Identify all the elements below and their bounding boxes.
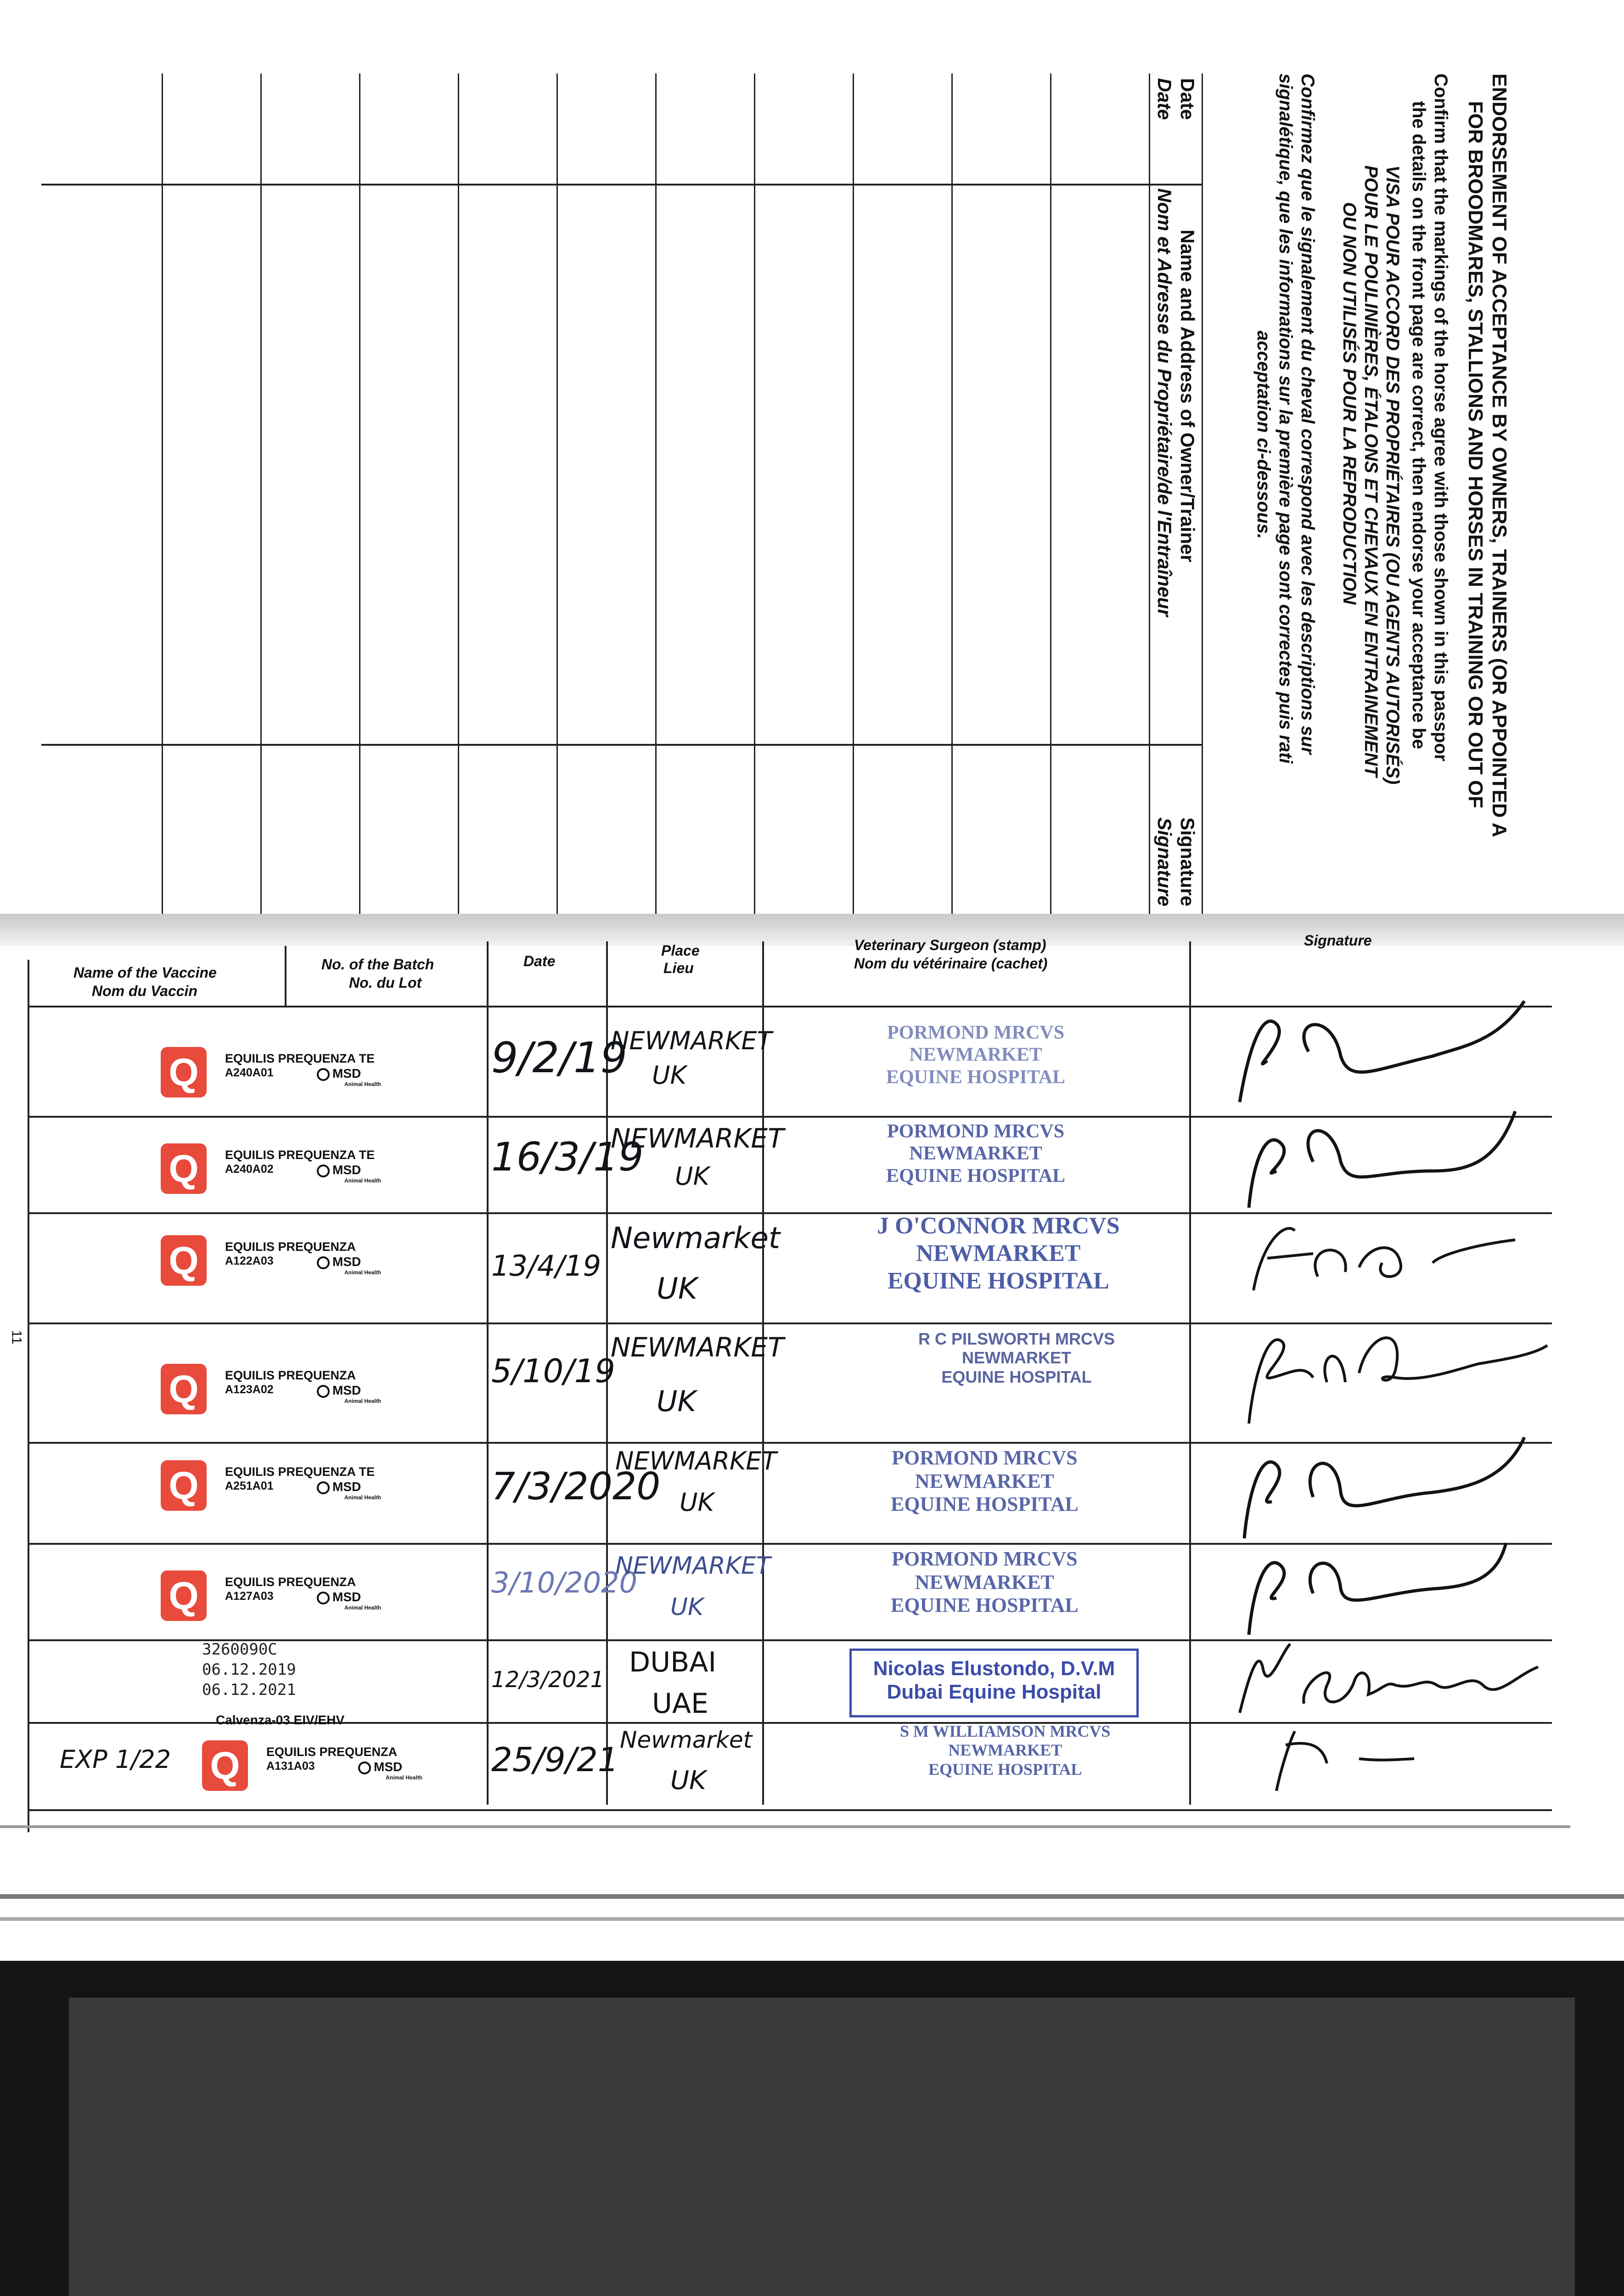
q-logo-icon: Q (161, 1570, 207, 1621)
vaccine-sticker (193, 1731, 455, 1800)
vaccine-row (28, 1722, 1552, 1809)
batch-number: A240A01 (225, 1066, 274, 1079)
animal-health-label: Animal Health (386, 1774, 423, 1781)
country-entry: UK (675, 1162, 709, 1191)
date-entry: 3/10/2020 (491, 1566, 637, 1599)
date-entry: 5/10/19 (491, 1352, 615, 1390)
vaccine-sticker (152, 1451, 413, 1520)
msd-logo: MSD (317, 1066, 361, 1081)
vaccine-name: EQUILIS PREQUENZA TE (225, 1052, 375, 1065)
vaccination-table (28, 932, 1552, 1809)
country-entry: UK (680, 1488, 714, 1517)
country-entry: UK (657, 1384, 697, 1418)
hdr-batch: No. of the Batch (321, 956, 434, 973)
vaccine-name: EQUILIS PREQUENZA TE (225, 1465, 375, 1479)
vaccine-row (28, 1116, 1552, 1212)
confirm-text-1: Confirm that the markings of the horse agree with those shown in this passpor (1431, 73, 1451, 761)
vaccine-row (28, 1010, 1552, 1116)
col-sig-fr: Signature (1154, 817, 1175, 906)
q-logo-icon: Q (161, 1143, 207, 1194)
hdr-place: Place (661, 942, 700, 959)
scan-line (0, 1917, 1624, 1921)
hdr-place-fr: Lieu (663, 960, 694, 976)
q-logo-icon: Q (161, 1364, 207, 1414)
signature-scribble (1221, 1212, 1543, 1304)
signature-scribble (1221, 992, 1543, 1116)
hdr-signature: Signature (1304, 932, 1372, 949)
confirmez-text-3: acceptation ci-dessous. (1253, 331, 1274, 539)
animal-health-label: Animal Health (344, 1177, 382, 1184)
country-entry: UAE (652, 1688, 708, 1720)
vet-stamp: PORMOND MRCVS NEWMARKET EQUINE HOSPITAL (891, 1548, 1079, 1617)
endorse-grid (41, 73, 1203, 914)
vaccine-sticker (152, 1355, 413, 1424)
vet-stamp: Nicolas Elustondo, D.V.M Dubai Equine Hospital (849, 1649, 1139, 1717)
confirmez-text-2: signalétique, que les informations sur la première page sont correctes puis rati (1276, 73, 1296, 764)
scan-dark-area (0, 1961, 1624, 2296)
hdr-vaccine-fr: Nom du Vaccin (92, 983, 197, 999)
confirm-text-2: the details on the front page are correct, then endorse your acceptance be (1409, 101, 1429, 749)
vaccine-name: Calvenza-03 EIV/EHV (216, 1713, 345, 1727)
date-entry: 13/4/19 (491, 1249, 601, 1283)
date-entry: 9/2/19 (491, 1033, 628, 1082)
batch-number: A122A03 (225, 1255, 274, 1267)
col-name-fr: Nom et Adresse du Propriétaire/de l'Entraîneur (1154, 188, 1175, 617)
q-logo-icon: Q (161, 1047, 207, 1097)
hdr-batch-fr: No. du Lot (349, 974, 422, 991)
place-entry: Newmarket (620, 1727, 753, 1753)
vaccine-row (28, 1639, 1552, 1727)
col-date-fr: Date (1154, 78, 1175, 120)
hdr-date: Date (523, 953, 556, 969)
date-entry: 12/3/2021 (491, 1667, 605, 1693)
country-entry: UK (670, 1593, 704, 1621)
animal-health-label: Animal Health (344, 1269, 382, 1276)
batch-number: A131A03 (266, 1760, 315, 1773)
hdr-vet-fr: Nom du vétérinaire (cachet) (854, 955, 1048, 972)
msd-logo: MSD (317, 1255, 361, 1269)
animal-health-label: Animal Health (344, 1604, 382, 1611)
date-entry: 7/3/2020 (491, 1465, 661, 1508)
animal-health-label: Animal Health (344, 1494, 382, 1501)
msd-logo: MSD (317, 1590, 361, 1604)
batch-number: A251A01 (225, 1480, 274, 1492)
calvenza-label: 3260090C 06.12.2019 06.12.2021 (202, 1640, 296, 1699)
visa-text-3: OU NON UTILISÉS POUR LA REPRODUCTION (1339, 202, 1360, 605)
col-name: Name and Address of Owner/Trainer (1177, 230, 1198, 563)
page-number: 11 (9, 1330, 24, 1345)
vet-stamp: PORMOND MRCVS NEWMARKET EQUINE HOSPITAL (891, 1446, 1079, 1516)
vet-stamp: S M WILLIAMSON MRCVS NEWMARKET EQUINE HOSPITAL (900, 1722, 1111, 1778)
scan-line (0, 1894, 1624, 1899)
col-date: Date (1177, 78, 1198, 120)
place-entry: NEWMARKET (615, 1552, 771, 1580)
place-entry: NEWMARKET (611, 1123, 784, 1154)
batch-number: A240A02 (225, 1163, 274, 1176)
msd-logo: MSD (358, 1760, 402, 1774)
confirmez-text-1: Confirmez que le signalement du cheval correspond avec les descriptions sur (1298, 73, 1318, 754)
date-entry: 25/9/21 (491, 1740, 619, 1779)
vaccine-sticker (152, 1561, 413, 1630)
msd-logo: MSD (317, 1163, 361, 1177)
vet-stamp: PORMOND MRCVS NEWMARKET EQUINE HOSPITAL (886, 1022, 1066, 1088)
place-entry: NEWMARKET (611, 1026, 772, 1055)
expiry-note: EXP 1/22 (60, 1745, 171, 1774)
endorsement-title-2: FOR BROODMARES, STALLIONS AND HORSES IN TRAINING OR OUT OF (1464, 101, 1487, 808)
place-entry: NEWMARKET (615, 1446, 777, 1475)
country-entry: UK (670, 1766, 706, 1795)
vaccine-name: EQUILIS PREQUENZA (266, 1745, 398, 1759)
batch-number: A123A02 (225, 1383, 274, 1396)
vaccine-name: EQUILIS PREQUENZA (225, 1368, 356, 1382)
hdr-vet: Veterinary Surgeon (stamp) (854, 937, 1046, 953)
vaccine-row (28, 1212, 1552, 1322)
place-entry: NEWMARKET (611, 1332, 784, 1363)
signature-scribble (1221, 1313, 1552, 1433)
vet-stamp: PORMOND MRCVS NEWMARKET EQUINE HOSPITAL (886, 1121, 1066, 1187)
visa-text-1: VISA POUR ACCORD DES PROPRIÉTAIRES (OU AGENTS AUTORISÉS) (1382, 165, 1403, 785)
date-entry: 16/3/19 (491, 1134, 644, 1180)
country-entry: UK (652, 1061, 686, 1090)
animal-health-label: Animal Health (344, 1081, 382, 1087)
vaccine-sticker (152, 1226, 413, 1295)
vaccine-sticker (152, 1038, 413, 1107)
signature-scribble (1267, 1722, 1451, 1795)
place-entry: Newmarket (611, 1221, 780, 1255)
country-entry: UK (657, 1272, 697, 1306)
vaccine-name: EQUILIS PREQUENZA (225, 1575, 356, 1589)
animal-health-label: Animal Health (344, 1398, 382, 1404)
vet-stamp: R C PILSWORTH MRCVS NEWMARKET EQUINE HOSPITAL (918, 1329, 1115, 1386)
batch-number: A127A03 (225, 1590, 274, 1603)
msd-logo: MSD (317, 1383, 361, 1398)
vaccine-name: EQUILIS PREQUENZA TE (225, 1148, 375, 1162)
visa-text-2: POUR LE POULINIÈRES, ÉTALONS ET CHEVAUX EN ENTRAINEMENT (1361, 165, 1381, 777)
signature-scribble (1221, 1525, 1543, 1639)
q-logo-icon: Q (161, 1460, 207, 1511)
signature-scribble (1221, 1639, 1552, 1722)
vet-stamp: J O'CONNOR MRCVS NEWMARKET EQUINE HOSPITAL (877, 1213, 1120, 1294)
msd-logo: MSD (317, 1480, 361, 1494)
q-logo-icon: Q (202, 1740, 248, 1791)
signature-scribble (1221, 1102, 1543, 1217)
endorsement-page (41, 73, 1520, 914)
col-sig: Signature (1177, 817, 1198, 906)
place-entry: DUBAI (629, 1646, 717, 1678)
endorsement-title-1: ENDORSEMENT OF ACCEPTANCE BY OWNERS, TRAINERS (OR APPOINTED A (1488, 73, 1511, 838)
q-logo-icon: Q (161, 1235, 207, 1286)
vaccine-row (28, 1543, 1552, 1639)
vaccine-name: EQUILIS PREQUENZA (225, 1240, 356, 1254)
scan-line (0, 1825, 1570, 1828)
hdr-vaccine: Name of the Vaccine (73, 964, 217, 981)
vaccine-row (28, 1322, 1552, 1442)
vaccine-sticker (152, 1134, 413, 1203)
